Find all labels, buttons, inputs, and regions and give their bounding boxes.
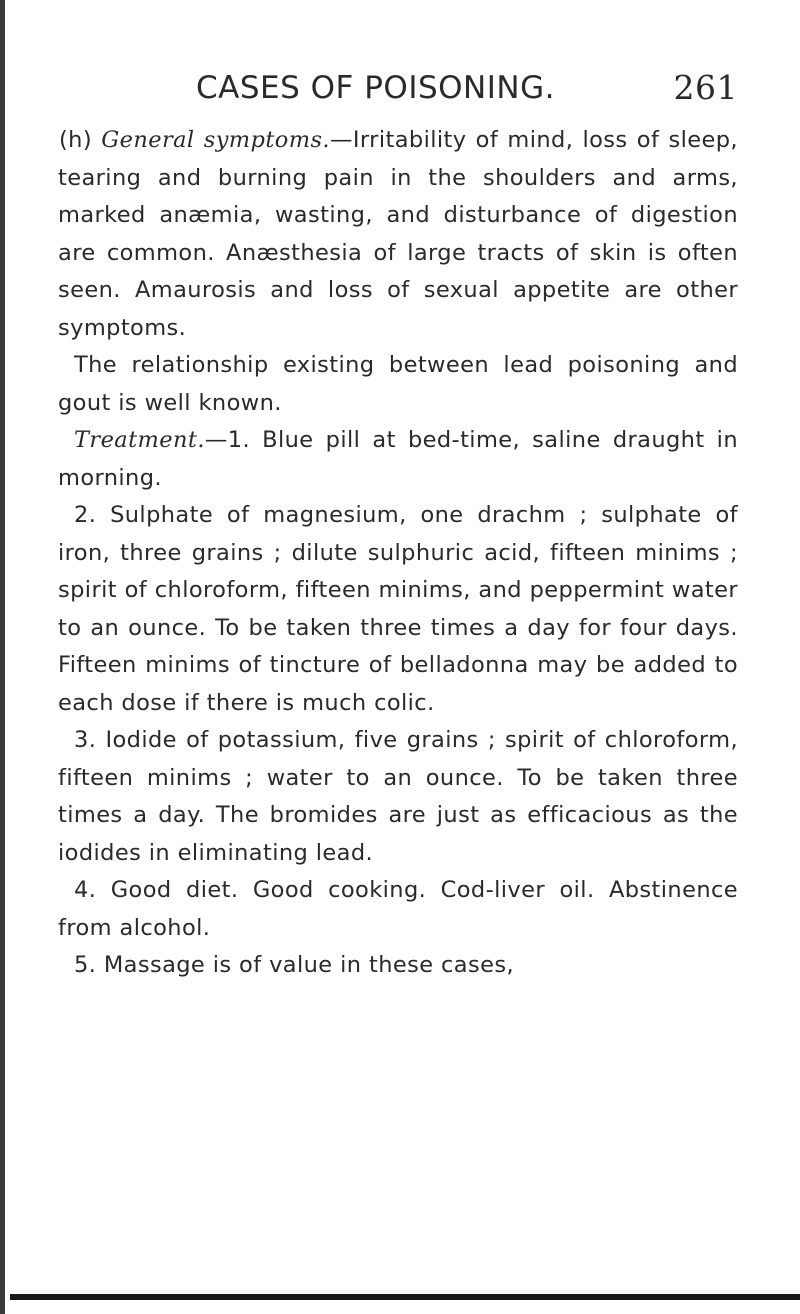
paragraph-text: The relationship existing between lead poisoning and gout is well known.	[58, 352, 738, 416]
paragraph-treatment-2	[58, 497, 738, 722]
paragraph-lead-gout	[58, 347, 738, 422]
book-page	[58, 70, 738, 985]
paragraph-treatment-5	[58, 947, 738, 985]
paragraph-text: 5. Massage is of value in these cases,	[74, 952, 515, 978]
paragraph-text: 2. Sulphate of magnesium, one drachm ; sulphate of iron, three grains ; dilute sulphuric acid, fifteen minims ; spirit of chloroform, fifteen minims, and peppermint water to an ounce. To be taken three times a day for four days. Fifteen minims of tincture of belladonna may be added to each dose if there is much colic.	[58, 502, 738, 716]
section-label: (h)	[59, 127, 93, 153]
paragraph-text: —1. Blue pill at bed-time, saline draught in morning.	[58, 427, 738, 491]
running-head	[58, 70, 738, 114]
paragraph-treatment-4	[58, 872, 738, 947]
running-title: CASES OF POISONING.	[196, 70, 555, 106]
paragraph-text: 3. Iodide of potassium, five grains ; spirit of chloroform, fifteen minims ; water to an ounce. To be taken three times a day. The bromides are just as efficacious as the iodides in eliminating lead.	[58, 727, 738, 866]
body-text	[58, 122, 738, 985]
bottom-rule	[10, 1294, 800, 1300]
paragraph-text: 4. Good diet. Good cooking. Cod-liver oil. Abstinence from alcohol.	[58, 877, 738, 941]
page-edge-shadow	[0, 0, 5, 1314]
page-number: 261	[673, 68, 738, 107]
paragraph-general-symptoms	[58, 122, 738, 347]
section-heading: Treatment.	[74, 427, 205, 453]
paragraph-treatment	[58, 422, 738, 497]
section-heading: General symptoms.	[101, 127, 330, 153]
paragraph-treatment-3	[58, 722, 738, 872]
paragraph-text: —Irritability of mind, loss of sleep, tearing and burning pain in the shoulders and arms, marked anæmia, wasting, and disturbance of digestion are common. Anæsthesia of large tracts of skin is often seen. Amaurosis and loss of sexual appetite are other symptoms.	[58, 127, 738, 341]
